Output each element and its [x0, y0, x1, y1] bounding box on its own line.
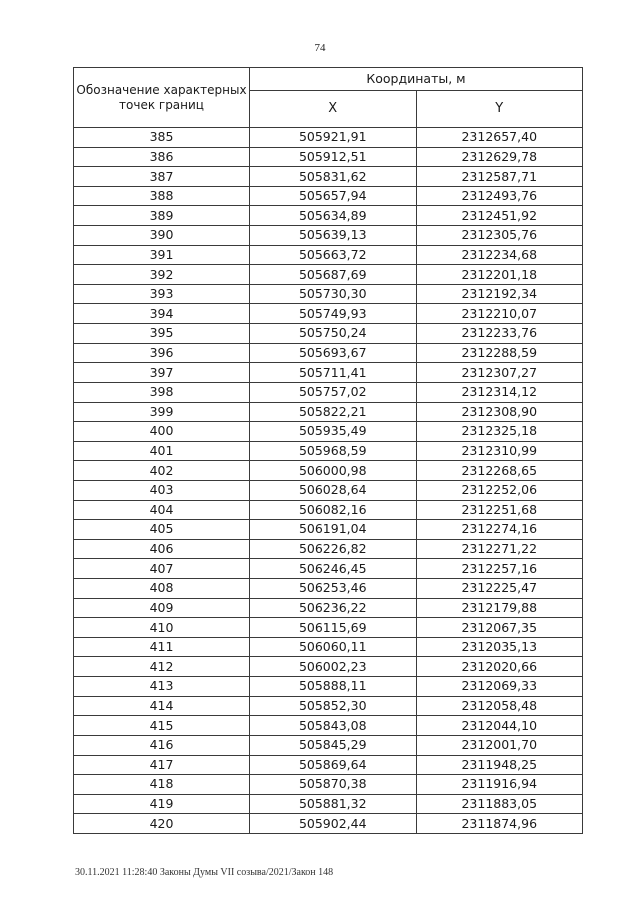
x-coordinate-cell: 505711,41 — [250, 363, 417, 383]
table-row — [74, 735, 583, 755]
point-number-cell: 399 — [74, 402, 250, 422]
point-number-cell: 406 — [74, 539, 250, 559]
point-number-cell: 408 — [74, 579, 250, 599]
table-body — [74, 128, 583, 834]
x-coordinate-cell: 506253,46 — [250, 579, 417, 599]
point-number-cell: 417 — [74, 755, 250, 775]
header-y: Y — [416, 91, 583, 128]
x-coordinate-cell: 505693,67 — [250, 343, 417, 363]
table-row — [74, 618, 583, 638]
x-coordinate-cell: 505639,13 — [250, 226, 417, 246]
table-row — [74, 755, 583, 775]
y-coordinate-cell: 2312268,65 — [416, 461, 583, 481]
point-number-cell: 414 — [74, 696, 250, 716]
y-coordinate-cell: 2312629,78 — [416, 147, 583, 167]
x-coordinate-cell: 505881,32 — [250, 794, 417, 814]
x-coordinate-cell: 505912,51 — [250, 147, 417, 167]
table-row — [74, 441, 583, 461]
table-row — [74, 637, 583, 657]
table-row — [74, 579, 583, 599]
point-number-cell: 392 — [74, 265, 250, 285]
y-coordinate-cell: 2311874,96 — [416, 814, 583, 834]
y-coordinate-cell: 2312257,16 — [416, 559, 583, 579]
table-row — [74, 284, 583, 304]
point-number-cell: 387 — [74, 167, 250, 187]
table-row — [74, 226, 583, 246]
y-coordinate-cell: 2312325,18 — [416, 422, 583, 442]
x-coordinate-cell: 505845,29 — [250, 735, 417, 755]
table-row — [74, 461, 583, 481]
x-coordinate-cell: 506002,23 — [250, 657, 417, 677]
table-row — [74, 794, 583, 814]
table-row — [74, 716, 583, 736]
table-row — [74, 422, 583, 442]
y-coordinate-cell: 2312192,34 — [416, 284, 583, 304]
y-coordinate-cell: 2312225,47 — [416, 579, 583, 599]
point-number-cell: 420 — [74, 814, 250, 834]
x-coordinate-cell: 506191,04 — [250, 520, 417, 540]
y-coordinate-cell: 2312310,99 — [416, 441, 583, 461]
point-number-cell: 409 — [74, 598, 250, 618]
x-coordinate-cell: 505822,21 — [250, 402, 417, 422]
table-row — [74, 343, 583, 363]
page-number: 74 — [314, 42, 326, 54]
y-coordinate-cell: 2312493,76 — [416, 186, 583, 206]
x-coordinate-cell: 505831,62 — [250, 167, 417, 187]
x-coordinate-cell: 505921,91 — [250, 128, 417, 148]
y-coordinate-cell: 2312307,27 — [416, 363, 583, 383]
x-coordinate-cell: 505888,11 — [250, 677, 417, 697]
header-x: X — [250, 91, 417, 128]
point-number-cell: 398 — [74, 382, 250, 402]
table-row — [74, 402, 583, 422]
y-coordinate-cell: 2312657,40 — [416, 128, 583, 148]
header-point-designation: Обозначение характерных точек границ — [74, 68, 250, 128]
y-coordinate-cell: 2312251,68 — [416, 500, 583, 520]
y-coordinate-cell: 2312305,76 — [416, 226, 583, 246]
x-coordinate-cell: 505870,38 — [250, 775, 417, 795]
y-coordinate-cell: 2311883,05 — [416, 794, 583, 814]
point-number-cell: 413 — [74, 677, 250, 697]
x-coordinate-cell: 506115,69 — [250, 618, 417, 638]
x-coordinate-cell: 505757,02 — [250, 382, 417, 402]
y-coordinate-cell: 2312020,66 — [416, 657, 583, 677]
point-number-cell: 397 — [74, 363, 250, 383]
footer-document-stamp: 30.11.2021 11:28:40 Законы Думы VII созыва/2021/Закон 148 — [75, 867, 334, 878]
table-row — [74, 657, 583, 677]
y-coordinate-cell: 2312314,12 — [416, 382, 583, 402]
y-coordinate-cell: 2312288,59 — [416, 343, 583, 363]
coordinates-table — [73, 67, 583, 834]
point-number-cell: 385 — [74, 128, 250, 148]
y-coordinate-cell: 2311916,94 — [416, 775, 583, 795]
table-row — [74, 539, 583, 559]
table-row — [74, 814, 583, 834]
point-number-cell: 391 — [74, 245, 250, 265]
table-row — [74, 304, 583, 324]
x-coordinate-cell: 506082,16 — [250, 500, 417, 520]
y-coordinate-cell: 2312067,35 — [416, 618, 583, 638]
table-row — [74, 520, 583, 540]
y-coordinate-cell: 2312058,48 — [416, 696, 583, 716]
y-coordinate-cell: 2312233,76 — [416, 324, 583, 344]
x-coordinate-cell: 506000,98 — [250, 461, 417, 481]
table-row — [74, 480, 583, 500]
point-number-cell: 395 — [74, 324, 250, 344]
point-number-cell: 407 — [74, 559, 250, 579]
y-coordinate-cell: 2312271,22 — [416, 539, 583, 559]
table-row — [74, 147, 583, 167]
table-row — [74, 382, 583, 402]
table-row — [74, 559, 583, 579]
table-row — [74, 598, 583, 618]
x-coordinate-cell: 506236,22 — [250, 598, 417, 618]
y-coordinate-cell: 2312201,18 — [416, 265, 583, 285]
x-coordinate-cell: 506060,11 — [250, 637, 417, 657]
x-coordinate-cell: 505843,08 — [250, 716, 417, 736]
y-coordinate-cell: 2312179,88 — [416, 598, 583, 618]
table-row — [74, 206, 583, 226]
table-row — [74, 245, 583, 265]
table-row — [74, 500, 583, 520]
table-row — [74, 265, 583, 285]
x-coordinate-cell: 505749,93 — [250, 304, 417, 324]
table-row — [74, 775, 583, 795]
y-coordinate-cell: 2312069,33 — [416, 677, 583, 697]
point-number-cell: 390 — [74, 226, 250, 246]
table-row — [74, 363, 583, 383]
point-number-cell: 415 — [74, 716, 250, 736]
point-number-cell: 389 — [74, 206, 250, 226]
x-coordinate-cell: 505687,69 — [250, 265, 417, 285]
y-coordinate-cell: 2312234,68 — [416, 245, 583, 265]
x-coordinate-cell: 505657,94 — [250, 186, 417, 206]
point-number-cell: 411 — [74, 637, 250, 657]
y-coordinate-cell: 2312044,10 — [416, 716, 583, 736]
point-number-cell: 396 — [74, 343, 250, 363]
table-row — [74, 167, 583, 187]
point-number-cell: 412 — [74, 657, 250, 677]
table-row — [74, 128, 583, 148]
point-number-cell: 410 — [74, 618, 250, 638]
y-coordinate-cell: 2312001,70 — [416, 735, 583, 755]
x-coordinate-cell: 505935,49 — [250, 422, 417, 442]
point-number-cell: 404 — [74, 500, 250, 520]
point-number-cell: 403 — [74, 480, 250, 500]
point-number-cell: 419 — [74, 794, 250, 814]
point-number-cell: 400 — [74, 422, 250, 442]
x-coordinate-cell: 505968,59 — [250, 441, 417, 461]
point-number-cell: 402 — [74, 461, 250, 481]
table-row — [74, 324, 583, 344]
x-coordinate-cell: 506028,64 — [250, 480, 417, 500]
x-coordinate-cell: 505750,24 — [250, 324, 417, 344]
x-coordinate-cell: 506226,82 — [250, 539, 417, 559]
x-coordinate-cell: 505869,64 — [250, 755, 417, 775]
point-number-cell: 416 — [74, 735, 250, 755]
table-header — [74, 68, 583, 128]
y-coordinate-cell: 2312210,07 — [416, 304, 583, 324]
y-coordinate-cell: 2312587,71 — [416, 167, 583, 187]
x-coordinate-cell: 505663,72 — [250, 245, 417, 265]
y-coordinate-cell: 2312252,06 — [416, 480, 583, 500]
point-number-cell: 388 — [74, 186, 250, 206]
point-number-cell: 386 — [74, 147, 250, 167]
y-coordinate-cell: 2312451,92 — [416, 206, 583, 226]
table-row — [74, 696, 583, 716]
point-number-cell: 418 — [74, 775, 250, 795]
point-number-cell: 405 — [74, 520, 250, 540]
y-coordinate-cell: 2311948,25 — [416, 755, 583, 775]
x-coordinate-cell: 505730,30 — [250, 284, 417, 304]
x-coordinate-cell: 505634,89 — [250, 206, 417, 226]
point-number-cell: 393 — [74, 284, 250, 304]
y-coordinate-cell: 2312035,13 — [416, 637, 583, 657]
point-number-cell: 401 — [74, 441, 250, 461]
y-coordinate-cell: 2312308,90 — [416, 402, 583, 422]
y-coordinate-cell: 2312274,16 — [416, 520, 583, 540]
table-row — [74, 677, 583, 697]
point-number-cell: 394 — [74, 304, 250, 324]
table-row — [74, 186, 583, 206]
header-coordinates: Координаты, м — [250, 68, 583, 91]
x-coordinate-cell: 505902,44 — [250, 814, 417, 834]
x-coordinate-cell: 506246,45 — [250, 559, 417, 579]
x-coordinate-cell: 505852,30 — [250, 696, 417, 716]
